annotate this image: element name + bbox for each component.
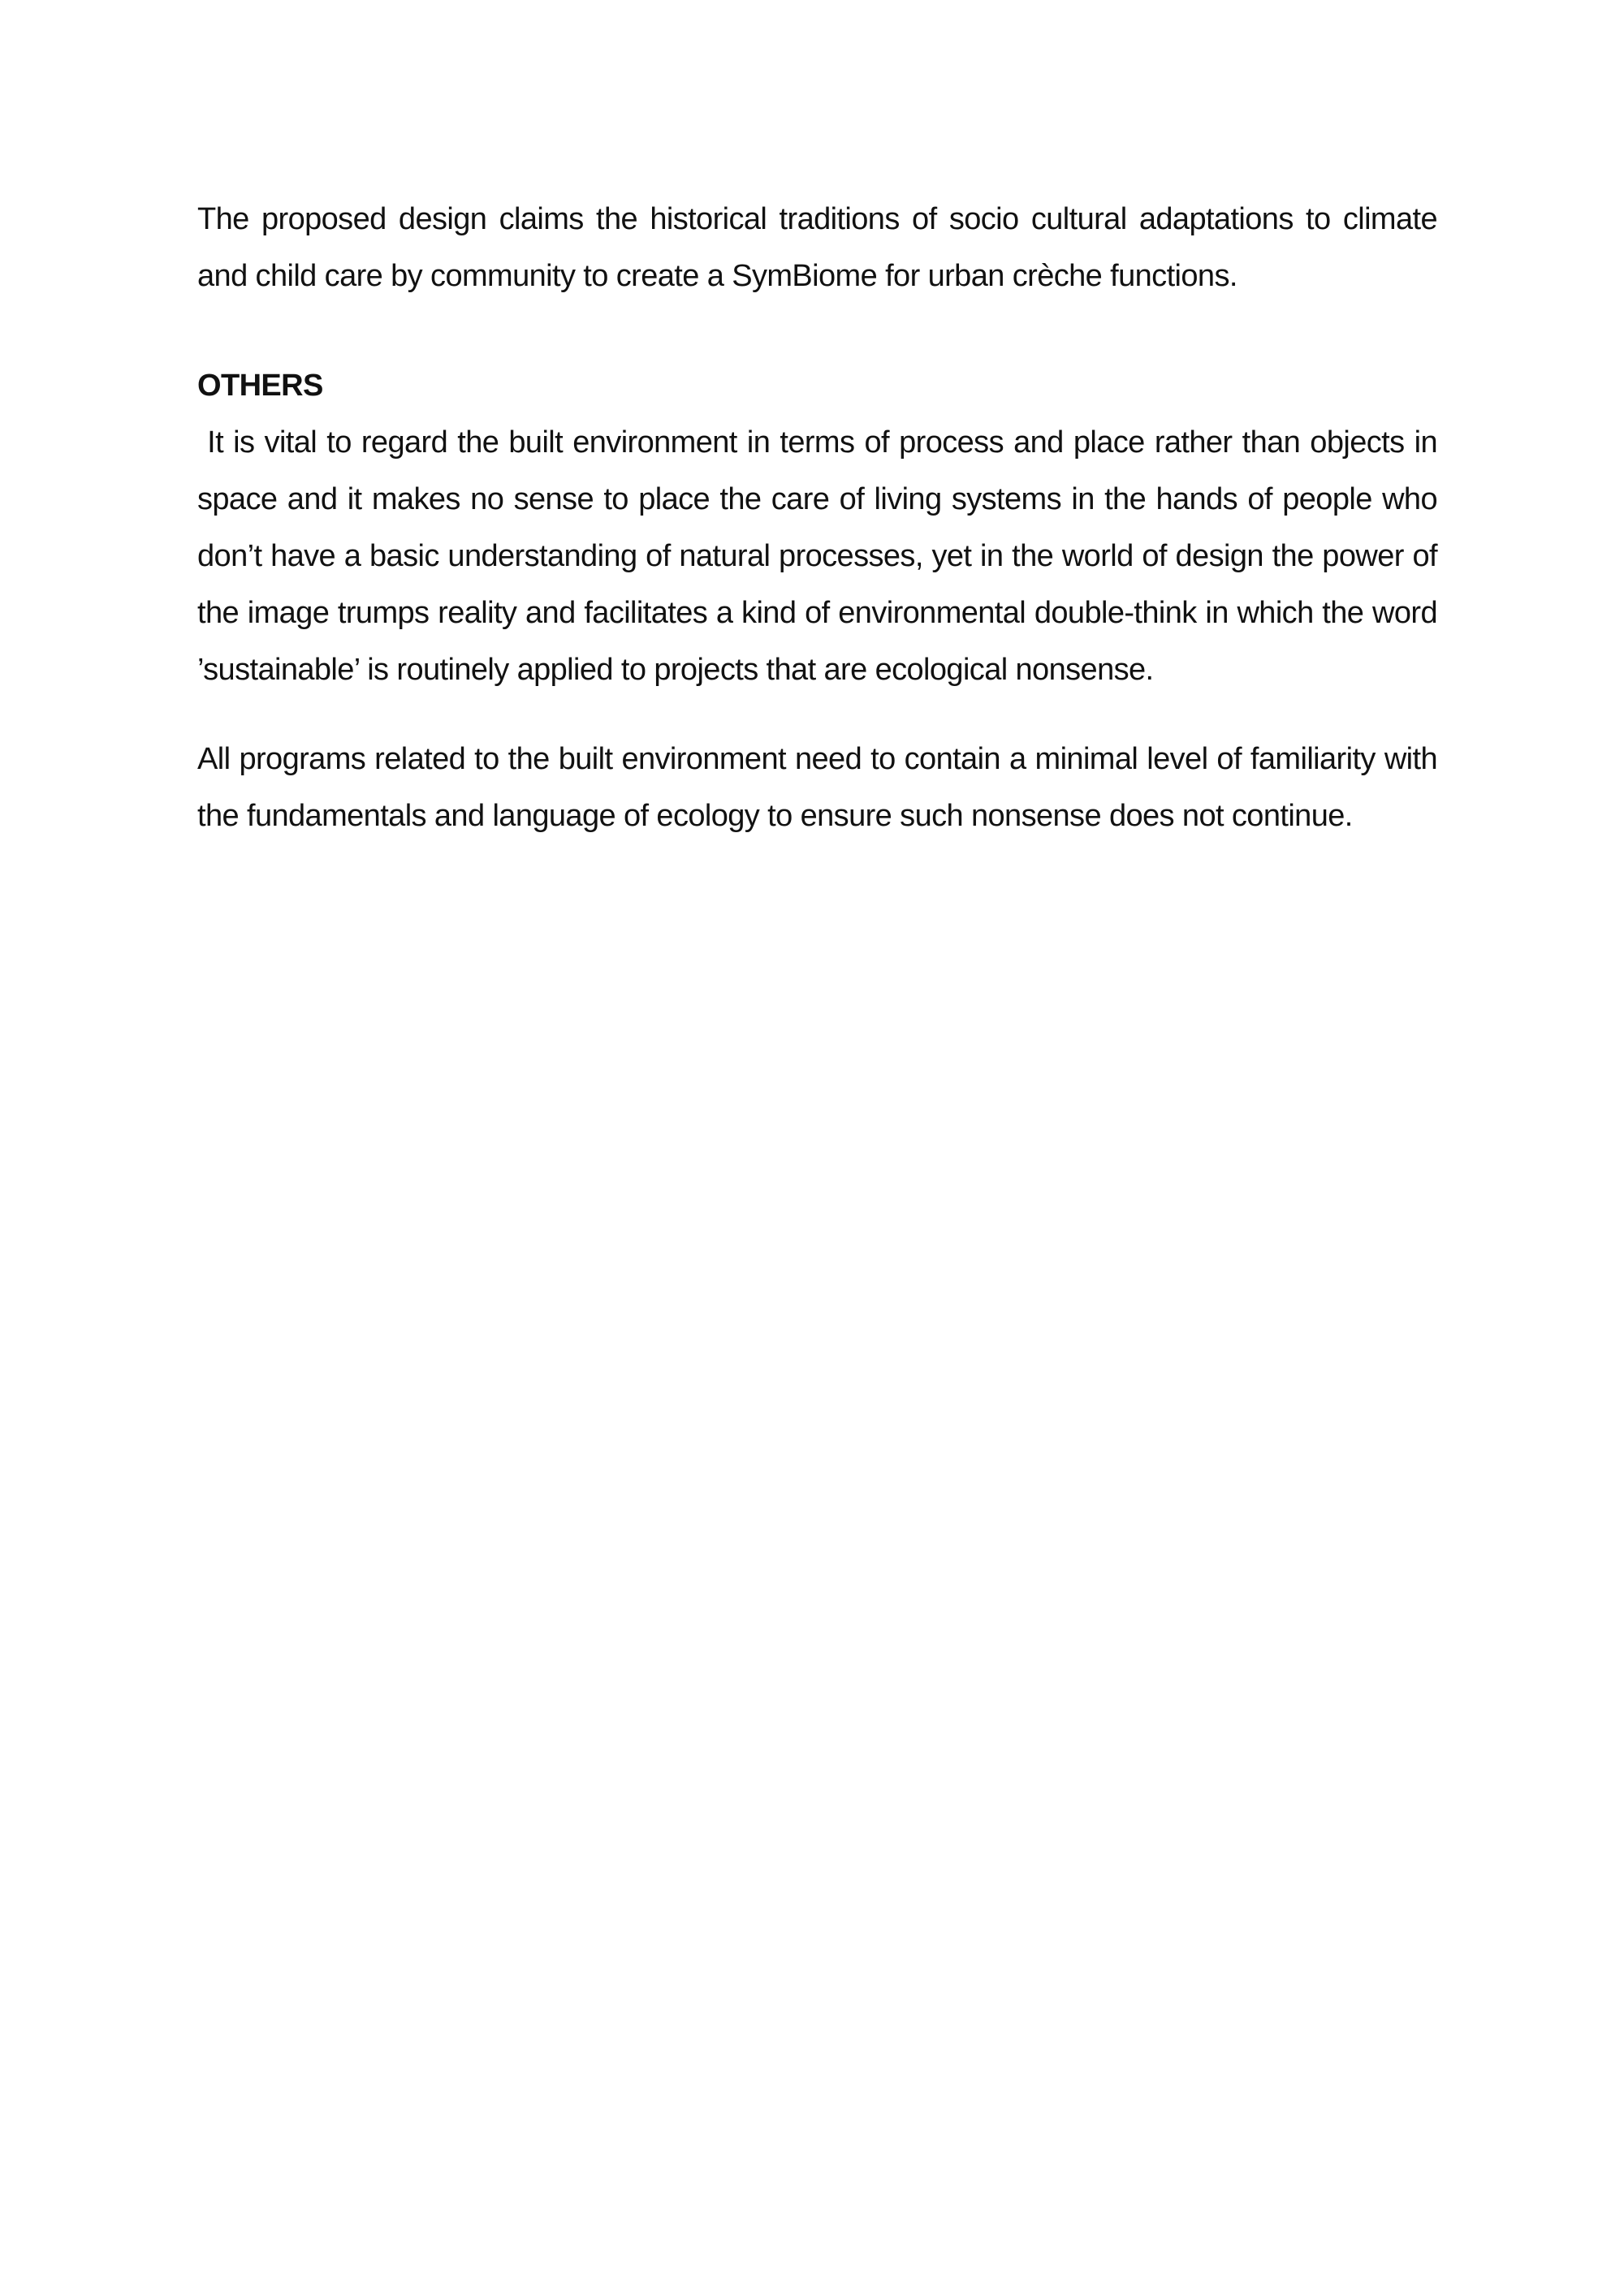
body-paragraph: All programs related to the built environment need to contain a minimal level of familiarity with the fundamentals and language of ecology to ensure such nonsense does not continue. xyxy=(197,742,1437,833)
section-heading: OTHERS xyxy=(197,369,323,403)
body-paragraph: It is vital to regard the built environment in terms of process and place rather than objects in space and it makes no sense to place the care of living systems in the hands of people who don’t have a basic understanding of natural processes, yet in the world of design the power of the image trumps reality and facilitates a kind of environmental double-think in which the word ’sustainable’ is routinely applied to projects that are ecological nonsense. xyxy=(197,425,1445,687)
page-content xyxy=(197,191,1445,844)
intro-paragraph: The proposed design claims the historical traditions of socio cultural adaptations to climate and child care by community to create a SymBiome for urban crèche functions. xyxy=(197,202,1437,293)
